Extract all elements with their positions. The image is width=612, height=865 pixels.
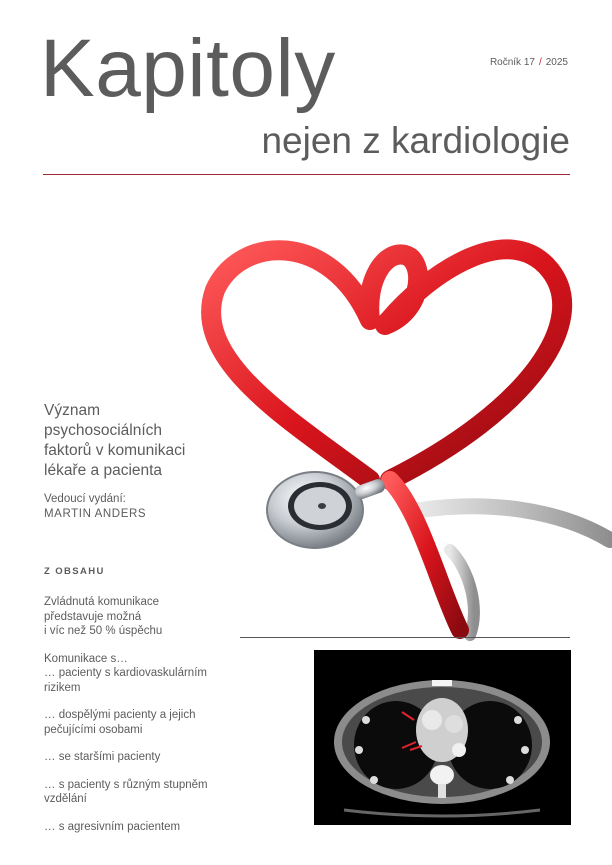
feature-title-line: faktorů v komunikaci [44, 442, 186, 459]
feature-title [44, 401, 214, 481]
list-item-line: Komunikace s… [44, 652, 128, 665]
list-item [44, 778, 244, 807]
issue-volume: Ročník 17 [489, 57, 535, 68]
feature-title-line: psychosociálních [44, 422, 163, 439]
list-item [44, 820, 244, 835]
feature-title-line: Význam [44, 402, 100, 419]
header-divider [43, 174, 570, 175]
list-item-line: … s pacienty s různým stupněm [44, 778, 208, 791]
list-item-line: … se staršími pacienty [44, 751, 161, 763]
list-item-line: i víc než 50 % úspěchu [44, 625, 163, 637]
list-item [44, 652, 244, 696]
list-item [44, 708, 244, 737]
list-item-line: vzdělání [44, 793, 87, 805]
list-item-line: … s agresivním pacientem [44, 820, 181, 833]
feature-title-line: lékaře a pacienta [44, 462, 163, 479]
list-item-line: představuje možná [44, 610, 142, 623]
grey-tube [420, 506, 610, 540]
list-item [44, 595, 244, 639]
heart-stethoscope-image [170, 210, 612, 642]
list-item-line: pečujícími osobami [44, 723, 143, 736]
list-item-line: rizikem [44, 681, 81, 694]
red-heart-tube [211, 249, 562, 480]
list-item [44, 750, 244, 765]
magazine-title: Kapitoly [40, 23, 336, 114]
issue-year: 2025 [545, 57, 568, 68]
issue-separator: / [538, 57, 542, 68]
issue-info [490, 57, 568, 68]
contents-heading: Z OBSAHU [44, 566, 105, 577]
magazine-subtitle: nejen z kardiologie [261, 120, 570, 161]
editor-label: Vedoucí vydání: [44, 493, 126, 505]
contents-list [44, 595, 244, 847]
list-item-line: … dospělými pacienty a jejich [44, 709, 196, 721]
editor-name: MARTIN ANDERS [44, 508, 147, 520]
ct-scan-image [314, 650, 571, 825]
image-divider [240, 637, 570, 638]
list-item-line: … pacienty s kardiovaskulárním [44, 667, 207, 679]
list-item-line: Zvládnutá komunikace [44, 596, 160, 608]
editor-block [44, 492, 146, 522]
